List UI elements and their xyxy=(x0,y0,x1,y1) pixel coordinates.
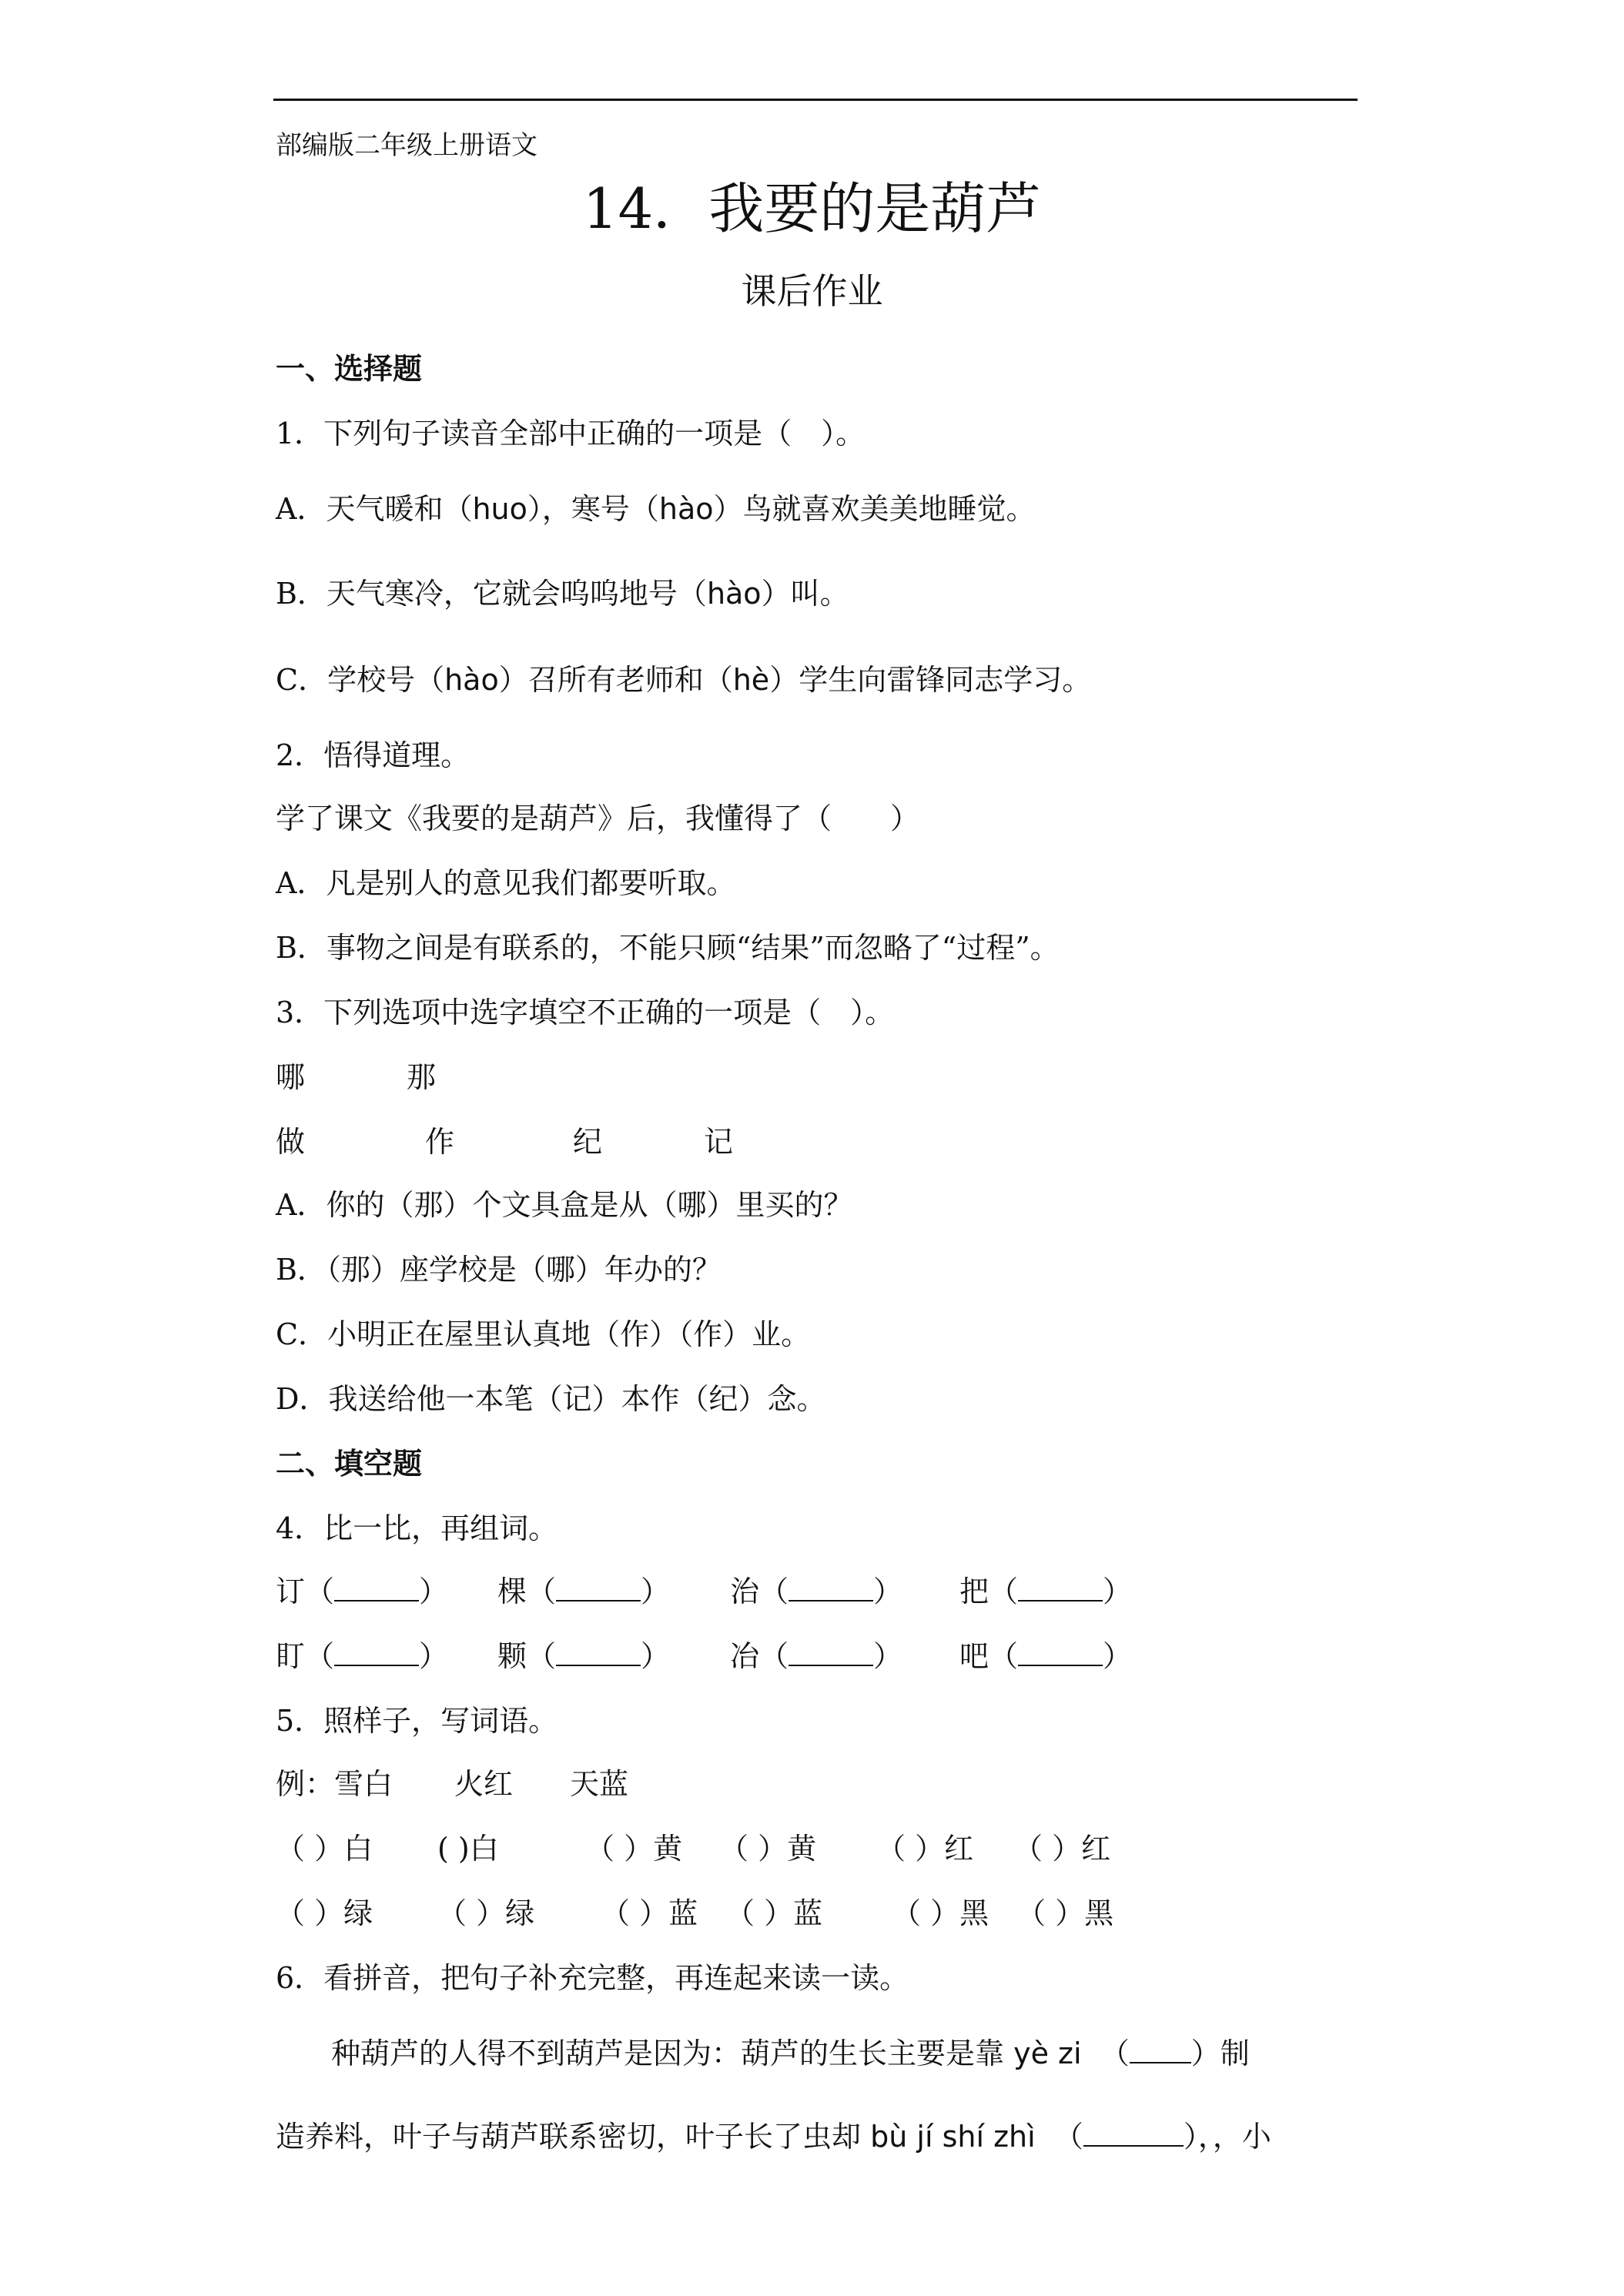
word-item: 冶（ ） xyxy=(730,1639,903,1673)
word-slot[interactable]: （ ）黑 xyxy=(892,1896,989,1930)
text-segment: 制 xyxy=(1220,2037,1250,2070)
word-item: 盯（ ） xyxy=(276,1639,449,1673)
word-slot[interactable]: （ ）绿 xyxy=(437,1896,535,1930)
pinyin: hào xyxy=(444,663,499,697)
char: 盯 xyxy=(276,1639,306,1673)
word-slot[interactable]: （ ）红 xyxy=(876,1832,974,1866)
text-segment: ）召所有老师和（ xyxy=(498,663,733,697)
char: 把 xyxy=(959,1575,989,1608)
word-slot[interactable]: （ ）白 xyxy=(276,1832,373,1866)
pinyin: hào xyxy=(706,577,762,611)
text-segment: A．天气暖和（ xyxy=(276,492,473,526)
question-5-stem: 5．照样子，写词语。 xyxy=(276,1704,558,1738)
question-3-option-c: C．小明正在屋里认真地（作）（作）业。 xyxy=(276,1317,811,1351)
char: 记 xyxy=(704,1125,734,1159)
blank-field[interactable] xyxy=(556,1577,641,1602)
question-2-lead: 学了课文《我要的是葫芦》后，我懂得了（ ） xyxy=(276,802,920,835)
question-3-option-b: B．（那）座学校是（哪）年办的？ xyxy=(276,1253,722,1287)
pinyin: bù jí shí zhì xyxy=(870,2120,1036,2154)
question-3-stem: 3．下列选项中选字填空不正确的一项是（ ）。 xyxy=(276,996,895,1029)
word-item: 治（ ） xyxy=(730,1575,903,1608)
blank-field[interactable] xyxy=(1018,1642,1103,1666)
text-segment: ，小 xyxy=(1212,2120,1271,2154)
pinyin: hè xyxy=(732,663,770,697)
word-item: 颗（ ） xyxy=(497,1639,671,1673)
example-word: 火红 xyxy=(454,1767,514,1801)
question-1-option-b xyxy=(276,576,849,611)
blank-field[interactable] xyxy=(334,1577,419,1602)
text-segment: B．天气寒冷，它就会呜呜地号（ xyxy=(276,577,707,611)
char: 那 xyxy=(407,1060,437,1094)
word-slot[interactable]: （ ）黄 xyxy=(719,1832,817,1866)
question-6-line-1: 种葫芦的人得不到葫芦是因为：葫芦的生长主要是靠 yè zi （ ）制 xyxy=(331,2037,1250,2070)
char: 哪 xyxy=(276,1060,306,1094)
char: 冶 xyxy=(730,1639,760,1673)
word-slot[interactable]: （ ）黑 xyxy=(1016,1896,1114,1930)
lesson-title: 14．我要的是葫芦 xyxy=(582,176,1042,241)
blank-field[interactable] xyxy=(1018,1577,1103,1602)
char: 棵 xyxy=(497,1575,527,1608)
pinyin: hào xyxy=(658,492,714,526)
pinyin: huo xyxy=(472,492,527,526)
blank-field[interactable] xyxy=(556,1642,641,1666)
question-6-line-2: 造养料，叶子与葫芦联系密切，叶子长了虫却 bù jí shí zhì （ ），，小 xyxy=(276,2120,1271,2154)
text-segment: ）鸟就喜欢美美地睡觉。 xyxy=(713,492,1036,526)
question-2-stem: 2．悟得道理。 xyxy=(276,738,470,772)
example-word: 例：雪白 xyxy=(276,1767,393,1801)
char: 颗 xyxy=(497,1639,527,1673)
text-segment: ）叫。 xyxy=(761,577,849,611)
question-6-stem: 6．看拼音，把句子补充完整，再连起来读一读。 xyxy=(276,1961,909,1995)
section-heading-choice: 一、选择题 xyxy=(276,352,423,386)
text-segment: C．学校号（ xyxy=(276,663,445,697)
blank-field[interactable] xyxy=(1083,2122,1184,2147)
word-slot[interactable]: ( )白 xyxy=(437,1832,499,1866)
blank-field[interactable] xyxy=(334,1642,419,1666)
question-1-option-a xyxy=(276,491,1036,527)
text-segment: ），寒号（ xyxy=(527,492,659,526)
word-slot[interactable]: （ ）红 xyxy=(1013,1832,1111,1866)
word-item: 吧（ ） xyxy=(959,1639,1133,1673)
word-slot[interactable]: （ ）蓝 xyxy=(601,1896,698,1930)
blank-field[interactable] xyxy=(1130,2039,1191,2063)
word-item: 把（ ） xyxy=(959,1575,1133,1608)
question-3-option-a: A．你的（那）个文具盒是从（哪）里买的？ xyxy=(276,1188,853,1222)
question-4-stem: 4．比一比，再组词。 xyxy=(276,1511,558,1545)
question-1-stem: 1．下列句子读音全部中正确的一项是（ ）。 xyxy=(276,417,866,450)
text-segment: 造养料，叶子与葫芦联系密切，叶子长了虫却 xyxy=(276,2120,862,2154)
series-header: 部编版二年级上册语文 xyxy=(276,130,537,161)
pinyin: yè zi xyxy=(1013,2037,1082,2070)
lesson-subtitle: 课后作业 xyxy=(741,270,883,312)
word-slot[interactable]: （ ）蓝 xyxy=(725,1896,823,1930)
char: 作 xyxy=(425,1125,455,1159)
text-segment: ）学生向雷锋同志学习。 xyxy=(769,663,1092,697)
header-rule xyxy=(273,99,1358,101)
question-2-option-a: A．凡是别人的意见我们都要听取。 xyxy=(276,866,736,900)
char: 吧 xyxy=(959,1639,989,1673)
text-segment: 种葫芦的人得不到葫芦是因为：葫芦的生长主要是靠 xyxy=(331,2037,1005,2070)
question-3-option-d: D．我送给他一本笔（记）本作（纪）念。 xyxy=(276,1382,826,1416)
question-2-option-b: B．事物之间是有联系的，不能只顾“结果”而忽略了“过程”。 xyxy=(276,931,1060,965)
char: 治 xyxy=(730,1575,760,1608)
char: 做 xyxy=(276,1125,306,1159)
char: 纪 xyxy=(573,1125,603,1159)
word-slot[interactable]: （ ）黄 xyxy=(585,1832,683,1866)
question-1-option-c xyxy=(276,662,1091,698)
blank-field[interactable] xyxy=(789,1642,873,1666)
word-slot[interactable]: （ ）绿 xyxy=(276,1896,373,1930)
blank-field[interactable] xyxy=(789,1577,873,1602)
word-item: 棵（ ） xyxy=(497,1575,671,1608)
char: 订 xyxy=(276,1575,306,1608)
example-word: 天蓝 xyxy=(570,1767,629,1801)
word-item: 订（ ） xyxy=(276,1575,449,1608)
section-heading-fill: 二、填空题 xyxy=(276,1447,423,1481)
